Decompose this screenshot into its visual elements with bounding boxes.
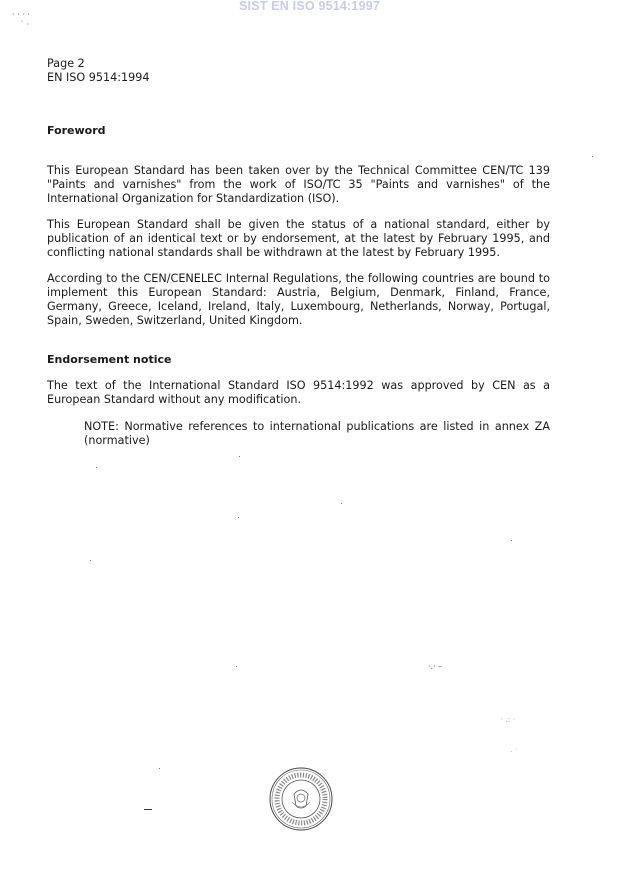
scan-marks: ·.· – (428, 662, 443, 671)
scan-marks: . · (510, 745, 518, 754)
foreword-paragraph-1: This European Standard has been taken over by the Technical Committee CEN/TC 139 "Paints and varnishes" from the work of ISO/TC 35 "Paints and varnishes" of the International Organization for Standardization (ISO). (47, 164, 550, 205)
watermark: SIST EN ISO 9514:1997 (238, 0, 381, 13)
foreword-paragraph-3: According to the CEN/CENELEC Internal Regulations, the following countries are bound to implement this European Standard: Austria, Belgium, Denmark, Finland, France, Germany, Greece, Iceland, Ireland, Italy, Luxembourg, Netherlands, Norway, Portugal, Spain, Sweden, Switzerland, United Kingdom. (47, 272, 550, 327)
stray-mark (144, 809, 152, 810)
endorsement-paragraph: The text of the International Standard ISO 9514:1992 was approved by CEN as a European Standard without any modification. (47, 379, 550, 406)
header-block (47, 57, 149, 85)
normative-note: NOTE: Normative references to international publications are listed in annex ZA (normative) (84, 420, 550, 447)
document-number: EN ISO 9514:1994 (47, 71, 150, 84)
scan-marks: · · · · (12, 10, 30, 19)
scan-marks: · .: · (500, 715, 516, 724)
scan-marks: ˙ · (20, 20, 30, 29)
official-seal-icon (268, 766, 334, 832)
foreword-paragraph-2: This European Standard shall be given the status of a national standard, either by publication of an identical text or by endorsement, at the latest by February 1995, and conflicting national standards shall be withdrawn at the latest by February 1995. (47, 218, 550, 259)
page-number: Page 2 (47, 57, 85, 70)
endorsement-heading: Endorsement notice (47, 353, 172, 366)
foreword-heading: Foreword (47, 124, 106, 137)
